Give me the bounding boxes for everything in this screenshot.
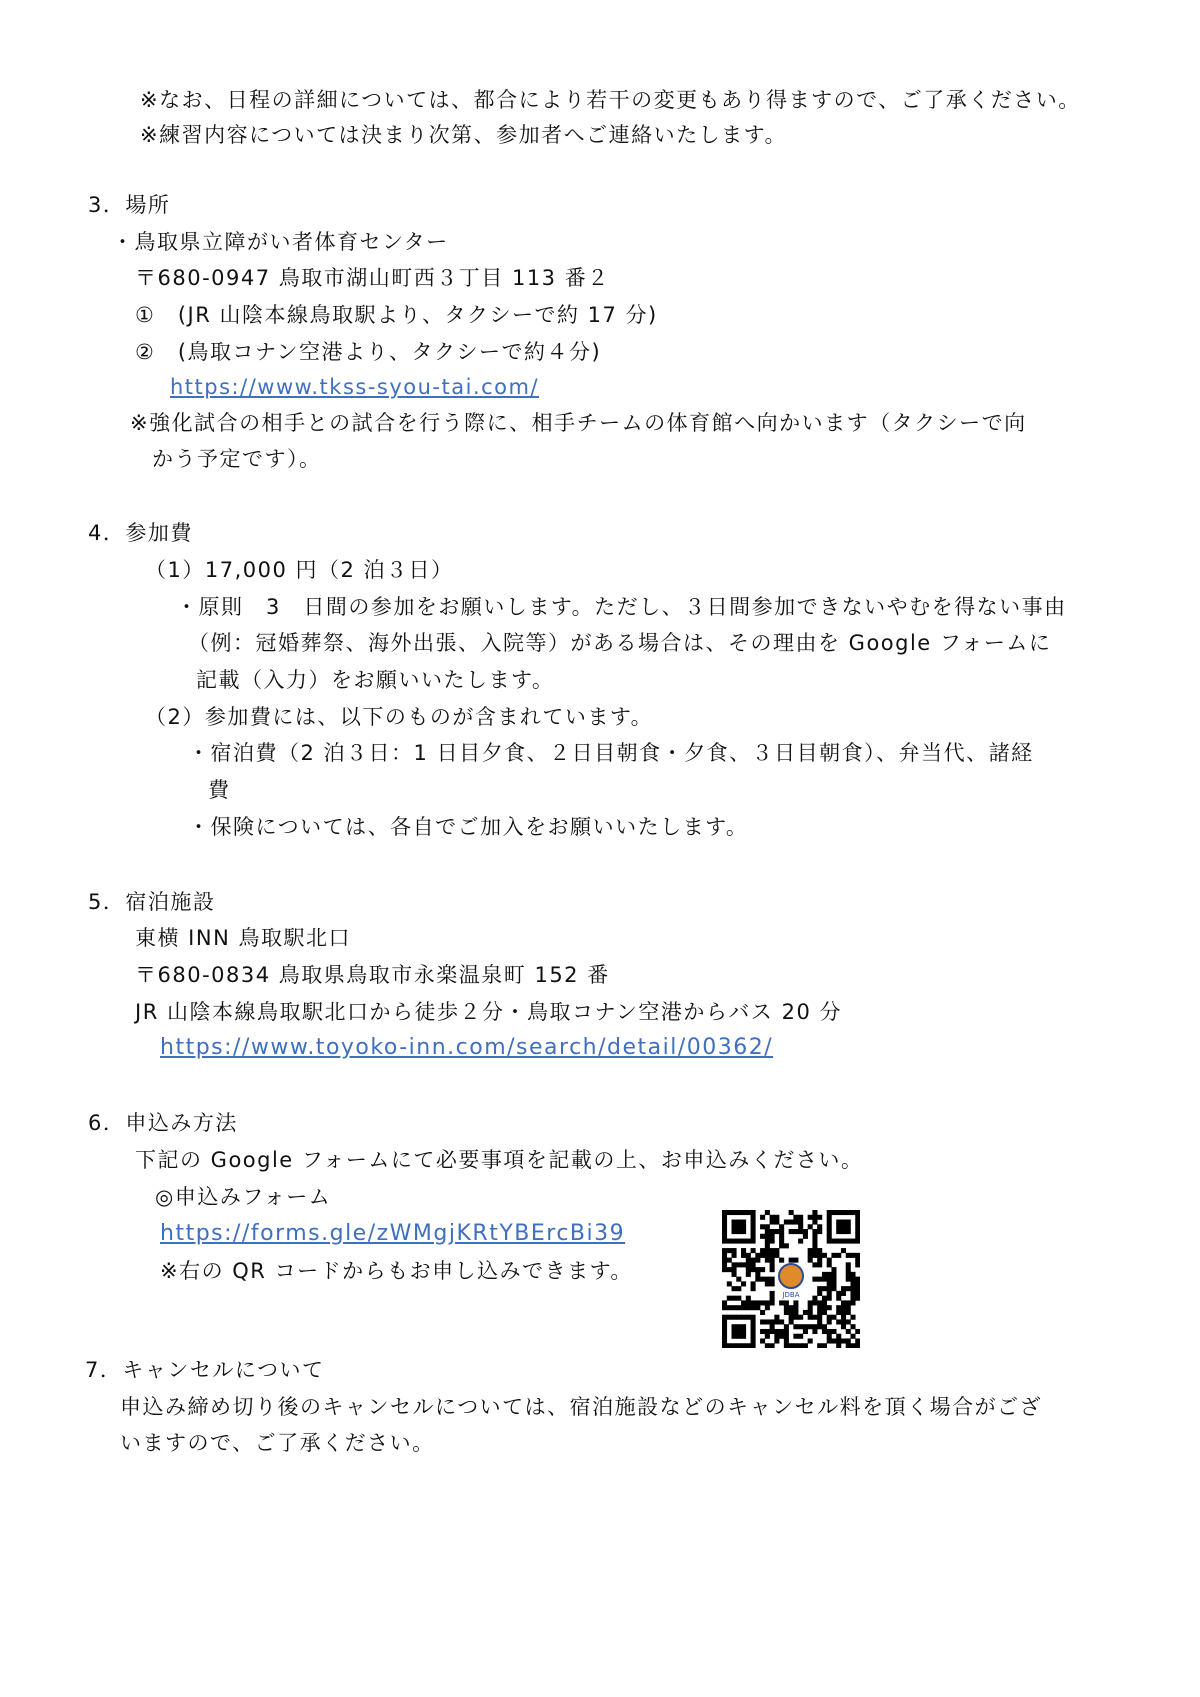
- section-5-heading: 5．宿泊施設: [88, 890, 216, 914]
- qr-logo-icon: [779, 1264, 803, 1288]
- qr-logo-text: JDBA: [782, 1291, 800, 1299]
- hotel-access: JR 山陰本線鳥取駅北口から徒歩２分・鳥取コナン空港からバス 20 分: [135, 1000, 842, 1024]
- venue-note-line-2: かう予定です）。: [152, 447, 322, 471]
- section-6-heading: 6．申込み方法: [88, 1111, 238, 1135]
- venue-name: ・鳥取県立障がい者体育センター: [112, 230, 449, 254]
- fee-item-2: （2）参加費には、以下のものが含まれています。: [145, 705, 654, 729]
- application-qr-code[interactable]: [722, 1210, 860, 1348]
- venue-note-line-1: ※強化試合の相手との試合を行う際に、相手チームの体育館へ向かいます（タクシーで向: [130, 411, 1027, 435]
- fee-item-1-detail-2: （例：冠婚葬祭、海外出張、入院等）がある場合は、その理由を Google フォームに: [188, 631, 1052, 655]
- hotel-address: 〒680-0834 鳥取県鳥取市永楽温泉町 152 番: [135, 963, 610, 987]
- application-form-url-link[interactable]: https://forms.gle/zWMgjKRtYBErcBi39: [160, 1221, 626, 1246]
- note-practice-content: ※練習内容については決まり次第、参加者へご連絡いたします。: [140, 123, 787, 147]
- application-instruction: 下記の Google フォームにて必要事項を記載の上、お申込みください。: [135, 1148, 864, 1172]
- cancellation-text-line-1: 申込み締め切り後のキャンセルについては、宿泊施設などのキャンセル料を頂く場合がござ: [120, 1395, 1043, 1419]
- fee-item-1-detail-3: 記載（入力）をお願いいたします。: [196, 668, 555, 692]
- hotel-name: 東横 INN 鳥取駅北口: [135, 926, 351, 950]
- fee-item-1: （1）17,000 円（2 泊３日）: [145, 558, 454, 582]
- section-3-heading: 3．場所: [88, 193, 171, 217]
- hotel-url-link[interactable]: https://www.toyoko-inn.com/search/detail/00362/: [160, 1035, 774, 1060]
- fee-item-1-detail-1: ・原則 3 日間の参加をお願いします。ただし、３日間参加できないやむを得ない事由: [176, 595, 1067, 619]
- note-schedule-change: ※なお、日程の詳細については、都合により若干の変更もあり得ますので、ご了承ください。: [140, 88, 1081, 112]
- fee-item-2-detail-3: ・保険については、各自でご加入をお願いいたします。: [188, 815, 749, 839]
- venue-access-1: ① (JR 山陰本線鳥取駅より、タクシーで約 17 分): [135, 303, 658, 327]
- cancellation-text-line-2: いますので、ご了承ください。: [120, 1431, 435, 1455]
- fee-item-2-detail-2: 費: [208, 778, 231, 802]
- section-7-heading: 7．キャンセルについて: [85, 1358, 325, 1382]
- venue-address: 〒680-0947 鳥取市湖山町西３丁目 113 番２: [135, 266, 610, 290]
- section-4-heading: 4．参加費: [88, 521, 193, 545]
- venue-access-2: ② (鳥取コナン空港より、タクシーで約４分): [135, 340, 602, 364]
- fee-item-2-detail-1: ・宿泊費（2 泊３日：1 日目夕食、２日目朝食・夕食、３日目朝食）、弁当代、諸経: [188, 741, 1034, 765]
- venue-url-link[interactable]: https://www.tkss-syou-tai.com/: [170, 375, 540, 399]
- qr-code-note: ※右の QR コードからもお申し込みできます。: [160, 1259, 633, 1283]
- application-form-label: ◎申込みフォーム: [155, 1185, 332, 1209]
